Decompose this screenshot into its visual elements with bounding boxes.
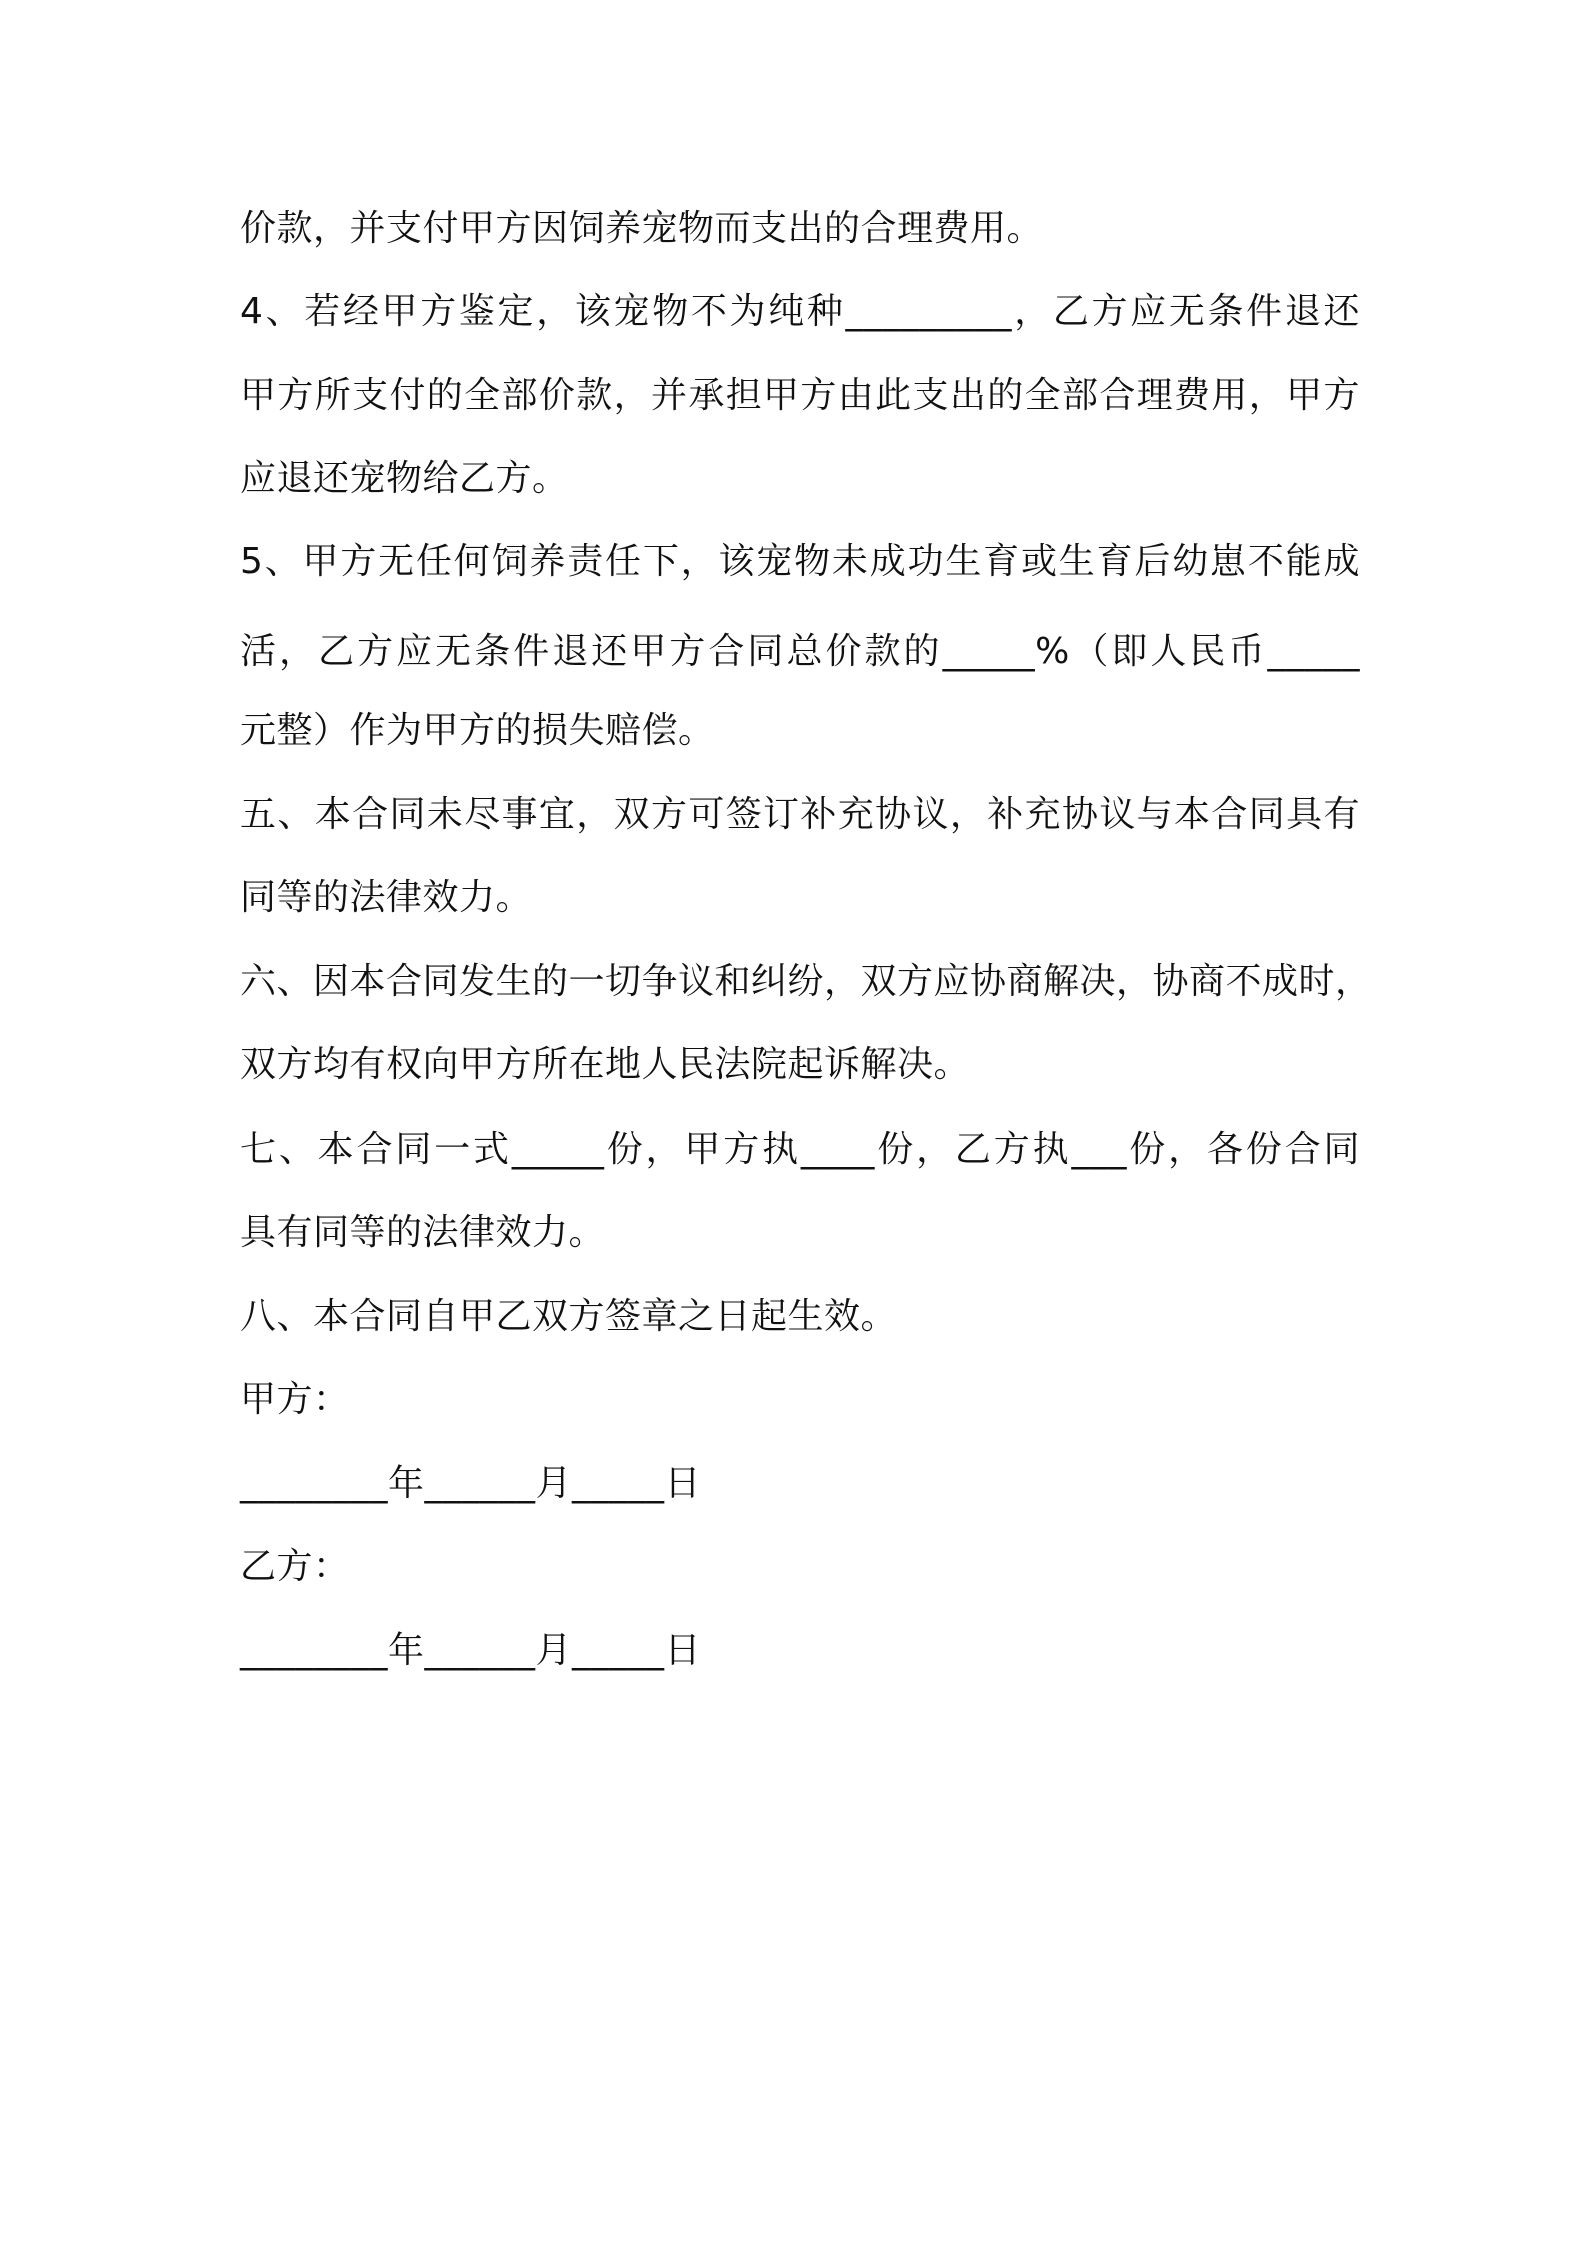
clause-4-line: 应退还宠物给乙方。 — [240, 458, 569, 499]
party-b-label: 乙方： — [240, 1546, 350, 1587]
clause-six-line: 双方均有权向甲方所在地人民法院起诉解决。 — [240, 1044, 971, 1085]
clause-4-line: 甲方所支付的全部价款，并承担甲方由此支出的全部合理费用，甲方 — [240, 375, 1360, 416]
clause-six-line: 六、因本合同发生的一切争议和纠纷，双方应协商解决，协商不成时， — [240, 961, 1372, 1002]
clause-eight-line: 八、本合同自甲乙双方签章之日起生效。 — [240, 1296, 898, 1337]
party-b-date: ________年______月_____日 — [240, 1630, 701, 1671]
clause-5-line: 5、甲方无任何饲养责任下，该宠物未成功生育或生育后幼崽不能成 — [240, 541, 1360, 582]
clause-5-line: 元整）作为甲方的损失赔偿。 — [240, 710, 715, 751]
clause-five-line: 同等的法律效力。 — [240, 877, 533, 918]
party-a-date: ________年______月_____日 — [240, 1463, 701, 1504]
clause-seven-line: 七、本合同一式_____份，甲方执____份，乙方执___份，各份合同 — [240, 1129, 1360, 1170]
paragraph-line: 价款，并支付甲方因饲养宠物而支出的合理费用。 — [240, 208, 1044, 249]
clause-five-line: 五、本合同未尽事宜，双方可签订补充协议，补充协议与本合同具有 — [240, 794, 1360, 835]
clause-5-line: 活，乙方应无条件退还甲方合同总价款的_____%（即人民币_____ — [240, 631, 1360, 672]
clause-seven-line: 具有同等的法律效力。 — [240, 1212, 606, 1253]
clause-4-line: 4、若经甲方鉴定，该宠物不为纯种_________，乙方应无条件退还 — [240, 291, 1360, 332]
party-a-label: 甲方： — [240, 1379, 350, 1420]
